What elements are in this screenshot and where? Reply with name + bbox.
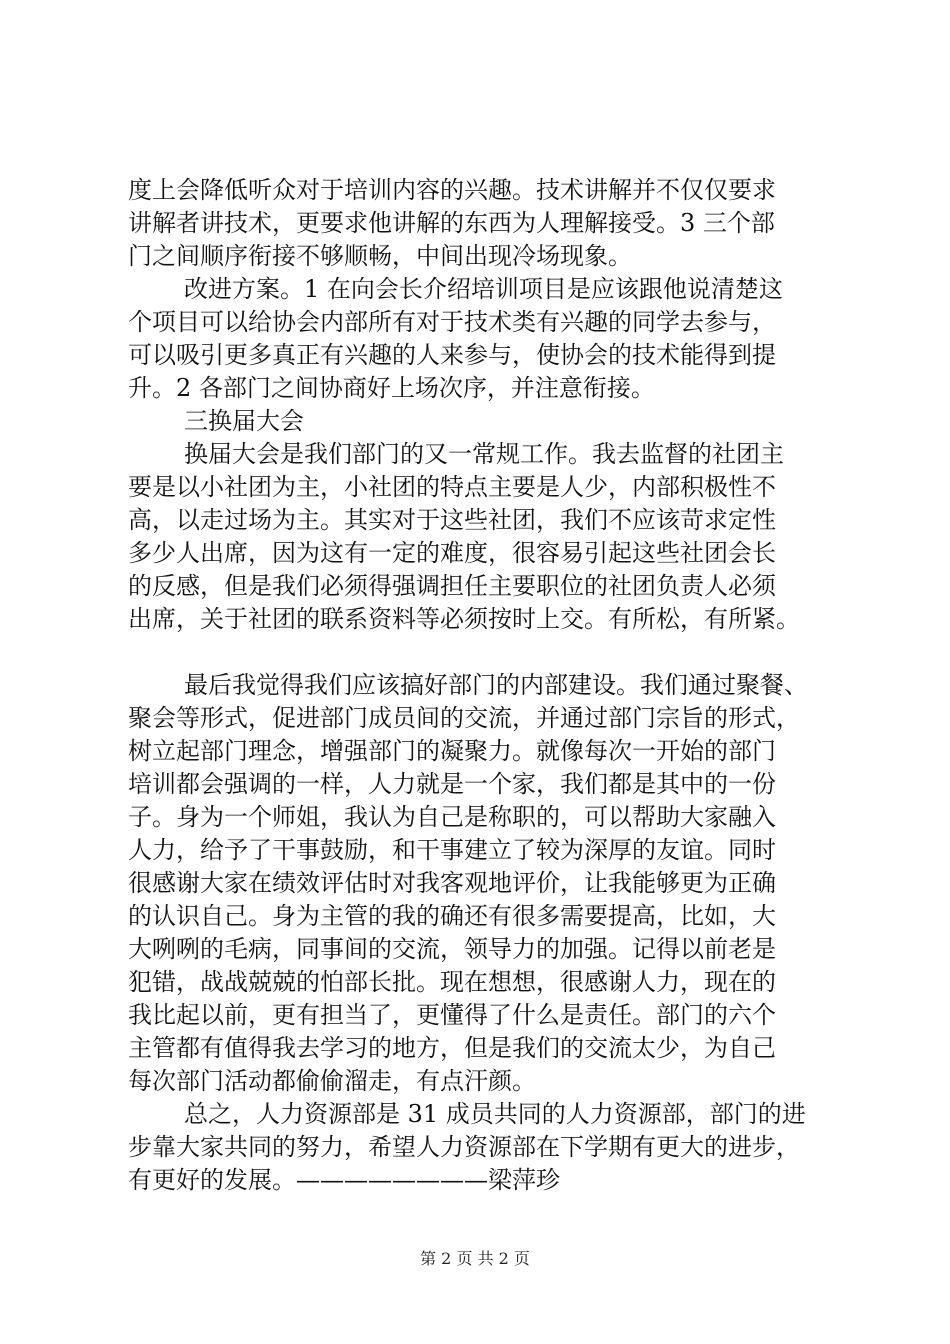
- text-line: 可以吸引更多真正有兴趣的人来参与，使协会的技术能得到提: [128, 341, 776, 369]
- text-line: 要是以小社团为主，小社团的特点主要是人少，内部积极性不: [128, 473, 776, 501]
- text-line: 我比起以前，更有担当了，更懂得了什么是责任。部门的六个: [128, 1001, 776, 1029]
- text-line: 高，以走过场为主。其实对于这些社团，我们不应该苛求定性: [128, 506, 776, 534]
- text-line: 犯错，战战兢兢的怕部长批。现在想想，很感谢人力，现在的: [128, 968, 776, 996]
- text-line: 门之间顺序衔接不够顺畅，中间出现冷场现象。: [128, 242, 632, 270]
- section-heading: 三换届大会: [184, 407, 304, 435]
- paragraph-start-line: 总之，人力资源部是 31 成员共同的人力资源部，部门的进: [184, 1100, 806, 1128]
- paragraph-start-line: 换届大会是我们部门的又一常规工作。我去监督的社团主: [184, 440, 784, 468]
- document-body: [128, 174, 848, 1197]
- blank-line: [128, 636, 848, 669]
- signature-line: 有更好的发展。————————梁萍珍: [128, 1166, 560, 1194]
- text-line: 步靠大家共同的努力，希望人力资源部在下学期有更大的进步，: [128, 1133, 800, 1161]
- text-line: 树立起部门理念，增强部门的凝聚力。就像每次一开始的部门: [128, 737, 776, 765]
- text-line: 多少人出席，因为这有一定的难度，很容易引起这些社团会长: [128, 539, 776, 567]
- text-line: 个项目可以给协会内部所有对于技术类有兴趣的同学去参与，: [128, 308, 776, 336]
- text-line: 的反感，但是我们必须得强调担任主要职位的社团负责人必须: [128, 572, 776, 600]
- text-line: 讲解者讲技术，更要求他讲解的东西为人理解接受。3 三个部: [128, 209, 775, 237]
- text-line: 升。2 各部门之间协商好上场次序，并注意衔接。: [128, 374, 655, 402]
- text-line: 培训都会强调的一样，人力就是一个家，我们都是其中的一份: [128, 770, 776, 798]
- text-line: 主管都有值得我去学习的地方，但是我们的交流太少，为自己: [128, 1034, 776, 1062]
- text-line: 人力，给予了干事鼓励，和干事建立了较为深厚的友谊。同时: [128, 836, 776, 864]
- text-line: 每次部门活动都偷偷溜走，有点汗颜。: [128, 1067, 536, 1095]
- text-line: 子。身为一个师姐，我认为自己是称职的，可以帮助大家融入: [128, 803, 776, 831]
- text-line: 聚会等形式，促进部门成员间的交流，并通过部门宗旨的形式，: [128, 704, 800, 732]
- text-line: 很感谢大家在绩效评估时对我客观地评价，让我能够更为正确: [128, 869, 776, 897]
- paragraph-start-line: 改进方案。1 在向会长介绍培训项目是应该跟他说清楚这: [184, 275, 783, 303]
- text-line: 的认识自己。身为主管的我的确还有很多需要提高，比如，大: [128, 902, 776, 930]
- page-number-footer: 第 2 页 共 2 页: [420, 1249, 530, 1268]
- text-line: 出席，关于社团的联系资料等必须按时上交。有所松，有所紧。: [128, 605, 800, 633]
- text-line: 大咧咧的毛病，同事间的交流，领导力的加强。记得以前老是: [128, 935, 776, 963]
- text-line: 度上会降低听众对于培训内容的兴趣。技术讲解并不仅仅要求: [128, 176, 776, 204]
- paragraph-start-line: 最后我觉得我们应该搞好部门的内部建设。我们通过聚餐、: [184, 671, 808, 699]
